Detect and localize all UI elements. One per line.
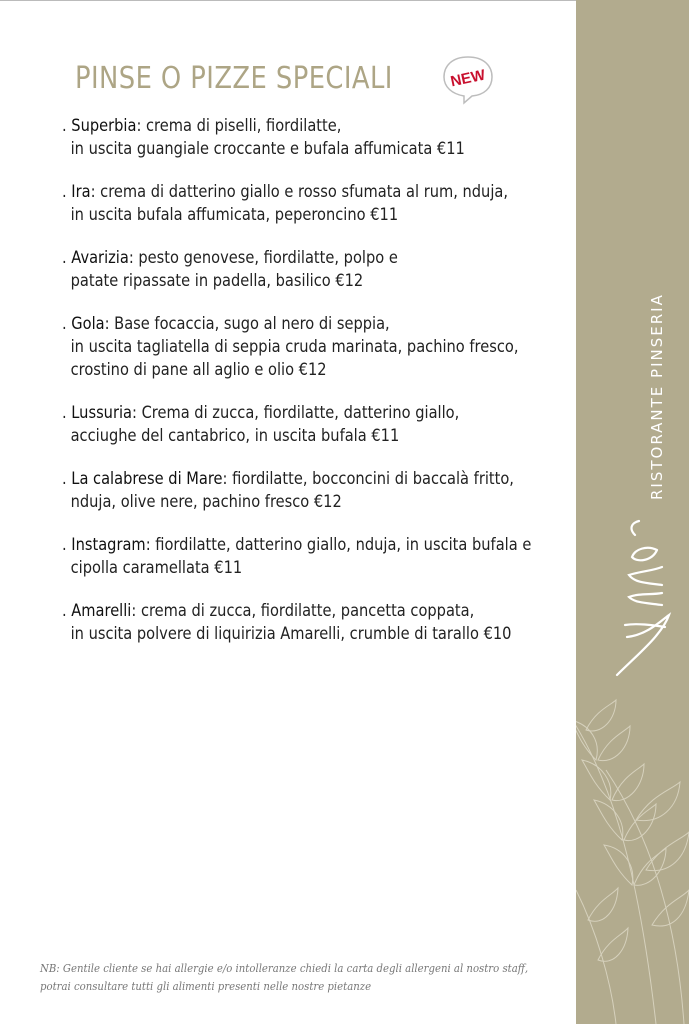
brand-tagline: RISTORANTE PINSERIA — [648, 293, 666, 500]
menu-title: PINSE O PIZZE SPECIALI — [75, 61, 393, 96]
menu-item-lussuria: . Lussuria: Crema di zucca, fiordilatte, datterino giallo, acciughe del cantabrico, in uscita bufala €11 — [62, 403, 460, 446]
item-name: La calabrese di Mare — [71, 469, 223, 489]
menu-item-la-calabrese-di-mare: . La calabrese di Mare: fiordilatte, bocconcini di baccalà fritto, nduja, olive nere, pachino fresco €12 — [62, 469, 514, 512]
item-name: Avarizia — [71, 248, 129, 268]
item-name: Ira — [71, 182, 91, 202]
menu-item-instagram: . Instagram: fiordilatte, datterino giallo, nduja, in uscita bufala e cipolla caramellata €11 — [62, 535, 532, 578]
item-name: Superbia — [71, 116, 137, 136]
new-badge — [440, 53, 496, 105]
item-name: Amarelli — [71, 601, 132, 621]
menu-item-gola: . Gola: Base focaccia, sugo al nero di seppia, in uscita tagliatella di seppia cruda marinata, pachino fresco, crostino di pane all aglio e olio €12 — [62, 314, 519, 380]
allergen-footnote: NB: Gentile cliente se hai allergie e/o intolleranze chiedi la carta degli allergeni al nostro staff, potrai consultare tutti gli alimenti presenti nelle nostre pietanze — [40, 961, 529, 993]
menu-item-superbia: . Superbia: crema di piselli, fiordilatte, in uscita guangiale croccante e bufala affumicata €11 — [62, 116, 465, 159]
menu-item-ira: . Ira: crema di datterino giallo e rosso sfumata al rum, nduja, in uscita bufala affumicata, peperoncino €11 — [62, 182, 509, 225]
item-name: Instagram — [71, 535, 146, 555]
item-name: Gola — [71, 314, 105, 334]
menu-item-avarizia: . Avarizia: pesto genovese, fiordilatte, polpo e patate ripassate in padella, basilico €12 — [62, 248, 398, 291]
menu-list — [62, 115, 562, 666]
new-badge-label: NEW — [449, 66, 487, 91]
menu-item-amarelli: . Amarelli: crema di zucca, fiordilatte, pancetta coppata, in uscita polvere di liquirizia Amarelli, crumble di tarallo €10 — [62, 601, 512, 644]
wheat-decoration-icon — [576, 690, 689, 1024]
arno-logo-script — [607, 505, 677, 685]
item-name: Lussuria — [71, 403, 132, 423]
